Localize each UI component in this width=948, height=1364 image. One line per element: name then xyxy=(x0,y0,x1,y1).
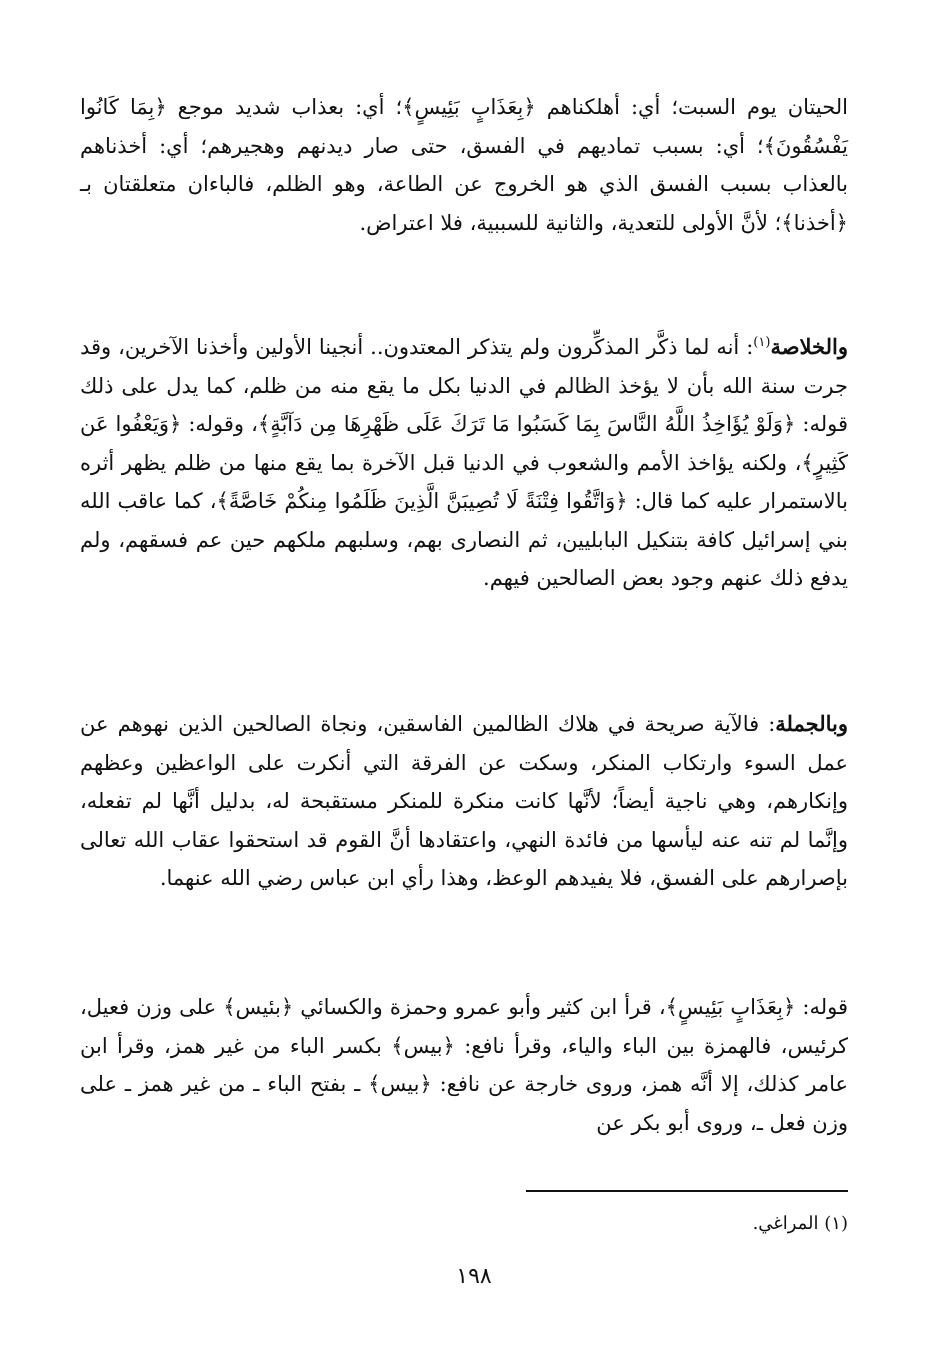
page-number: ١٩٨ xyxy=(456,1264,492,1289)
paragraph-4-text: قوله: ﴿بِعَذَابٍ بَئِيسٍ﴾، قرأ ابن كثير وأبو عمرو وحمزة والكسائي ﴿بئيس﴾ على وزن فعيل، كرئيس، فالهمزة بين الباء والياء، وقرأ نافع: ﴿بيس﴾ بكسر الباء من غير همز، وقرأ ابن عامر كذلك، إلا أنَّه همز، وروى خارجة عن نافع: ﴿بيس﴾ ـ بفتح الباء ـ من غير همز ـ على وزن فعل ـ، وروى أبو بكر عن xyxy=(80,995,848,1135)
footnote-reference: (١) xyxy=(753,335,771,350)
paragraph-1 xyxy=(80,88,848,242)
paragraph-3 xyxy=(80,705,848,898)
paragraph-2-lead: والخلاصة xyxy=(770,334,848,359)
paragraph-3-text: : فالآية صريحة في هلاك الظالمين الفاسقين، ونجاة الصالحين الذين نهوهم عن عمل السوء وارتكاب المنكر، وسكت عن الفرقة التي أنكرت على الواعظين وعظهم وإنكارهم، وهي ناجية أيضاً؛ لأنَّها كانت منكرة للمنكر مستقبحة له، بدليل أنَّها لم تفعله، وإنَّما لم تنه عنه ليأسها من فائدة النهي، واعتقادها أنَّ القوم قد استحقوا عقاب الله تعالى بإصرارهم على الفسق، فلا يفيدهم الوعظ، وهذا رأي ابن عباس رضي الله عنهما. xyxy=(80,712,848,890)
paragraph-2 xyxy=(80,328,848,598)
paragraph-4 xyxy=(80,988,848,1142)
footnote: (١) المراغي. xyxy=(752,1213,848,1234)
paragraph-3-lead: وبالجملة xyxy=(775,711,848,736)
footnote-divider xyxy=(526,1190,848,1192)
paragraph-1-text: الحيتان يوم السبت؛ أي: أهلكناهم ﴿بِعَذَابٍ بَئِيسٍ﴾؛ أي: بعذاب شديد موجع ﴿بِمَا كَانُوا يَفْسُقُونَ﴾؛ أي: بسبب تماديهم في الفسق، حتى صار ديدنهم وهجيرهم؛ أي: أخذناهم بالعذاب بسبب الفسق الذي هو الخروج عن الطاعة، وهو الظلم، فالباءان متعلقتان بـ ﴿أخذنا﴾؛ لأنَّ الأولى للتعدية، والثانية للسببية، فلا اعتراض. xyxy=(80,95,848,235)
paragraph-2-text: : أنه لما ذكَّر المذكِّرون ولم يتذكر المعتدون.. أنجينا الأولين وأخذنا الآخرين، وقد جرت سنة الله بأن لا يؤخذ الظالم في الدنيا بكل ما يقع منه من ظلم، كما يدل على ذلك قوله: ﴿وَلَوْ يُؤَاخِذُ اللَّهُ النَّاسَ بِمَا كَسَبُوا مَا تَرَكَ عَلَى ظَهْرِهَا مِن دَآبَّةٍ﴾، وقوله: ﴿وَيَعْفُوا عَن كَثِيرٍ﴾، ولكنه يؤاخذ الأمم والشعوب في الدنيا قبل الآخرة بما يقع منها من ظلم يظهر أثره بالاستمرار عليه كما قال: ﴿وَاتَّقُوا فِتْنَةً لَا تُصِيبَنَّ الَّذِينَ ظَلَمُوا مِنكُمْ خَاصَّةً﴾، كما عاقب الله بني إسرائيل كافة بتنكيل البابليين، ثم النصارى بهم، وسلبهم ملكهم حين عم فسقهم، ولم يدفع ذلك عنهم وجود بعض الصالحين فيهم. xyxy=(80,335,848,590)
